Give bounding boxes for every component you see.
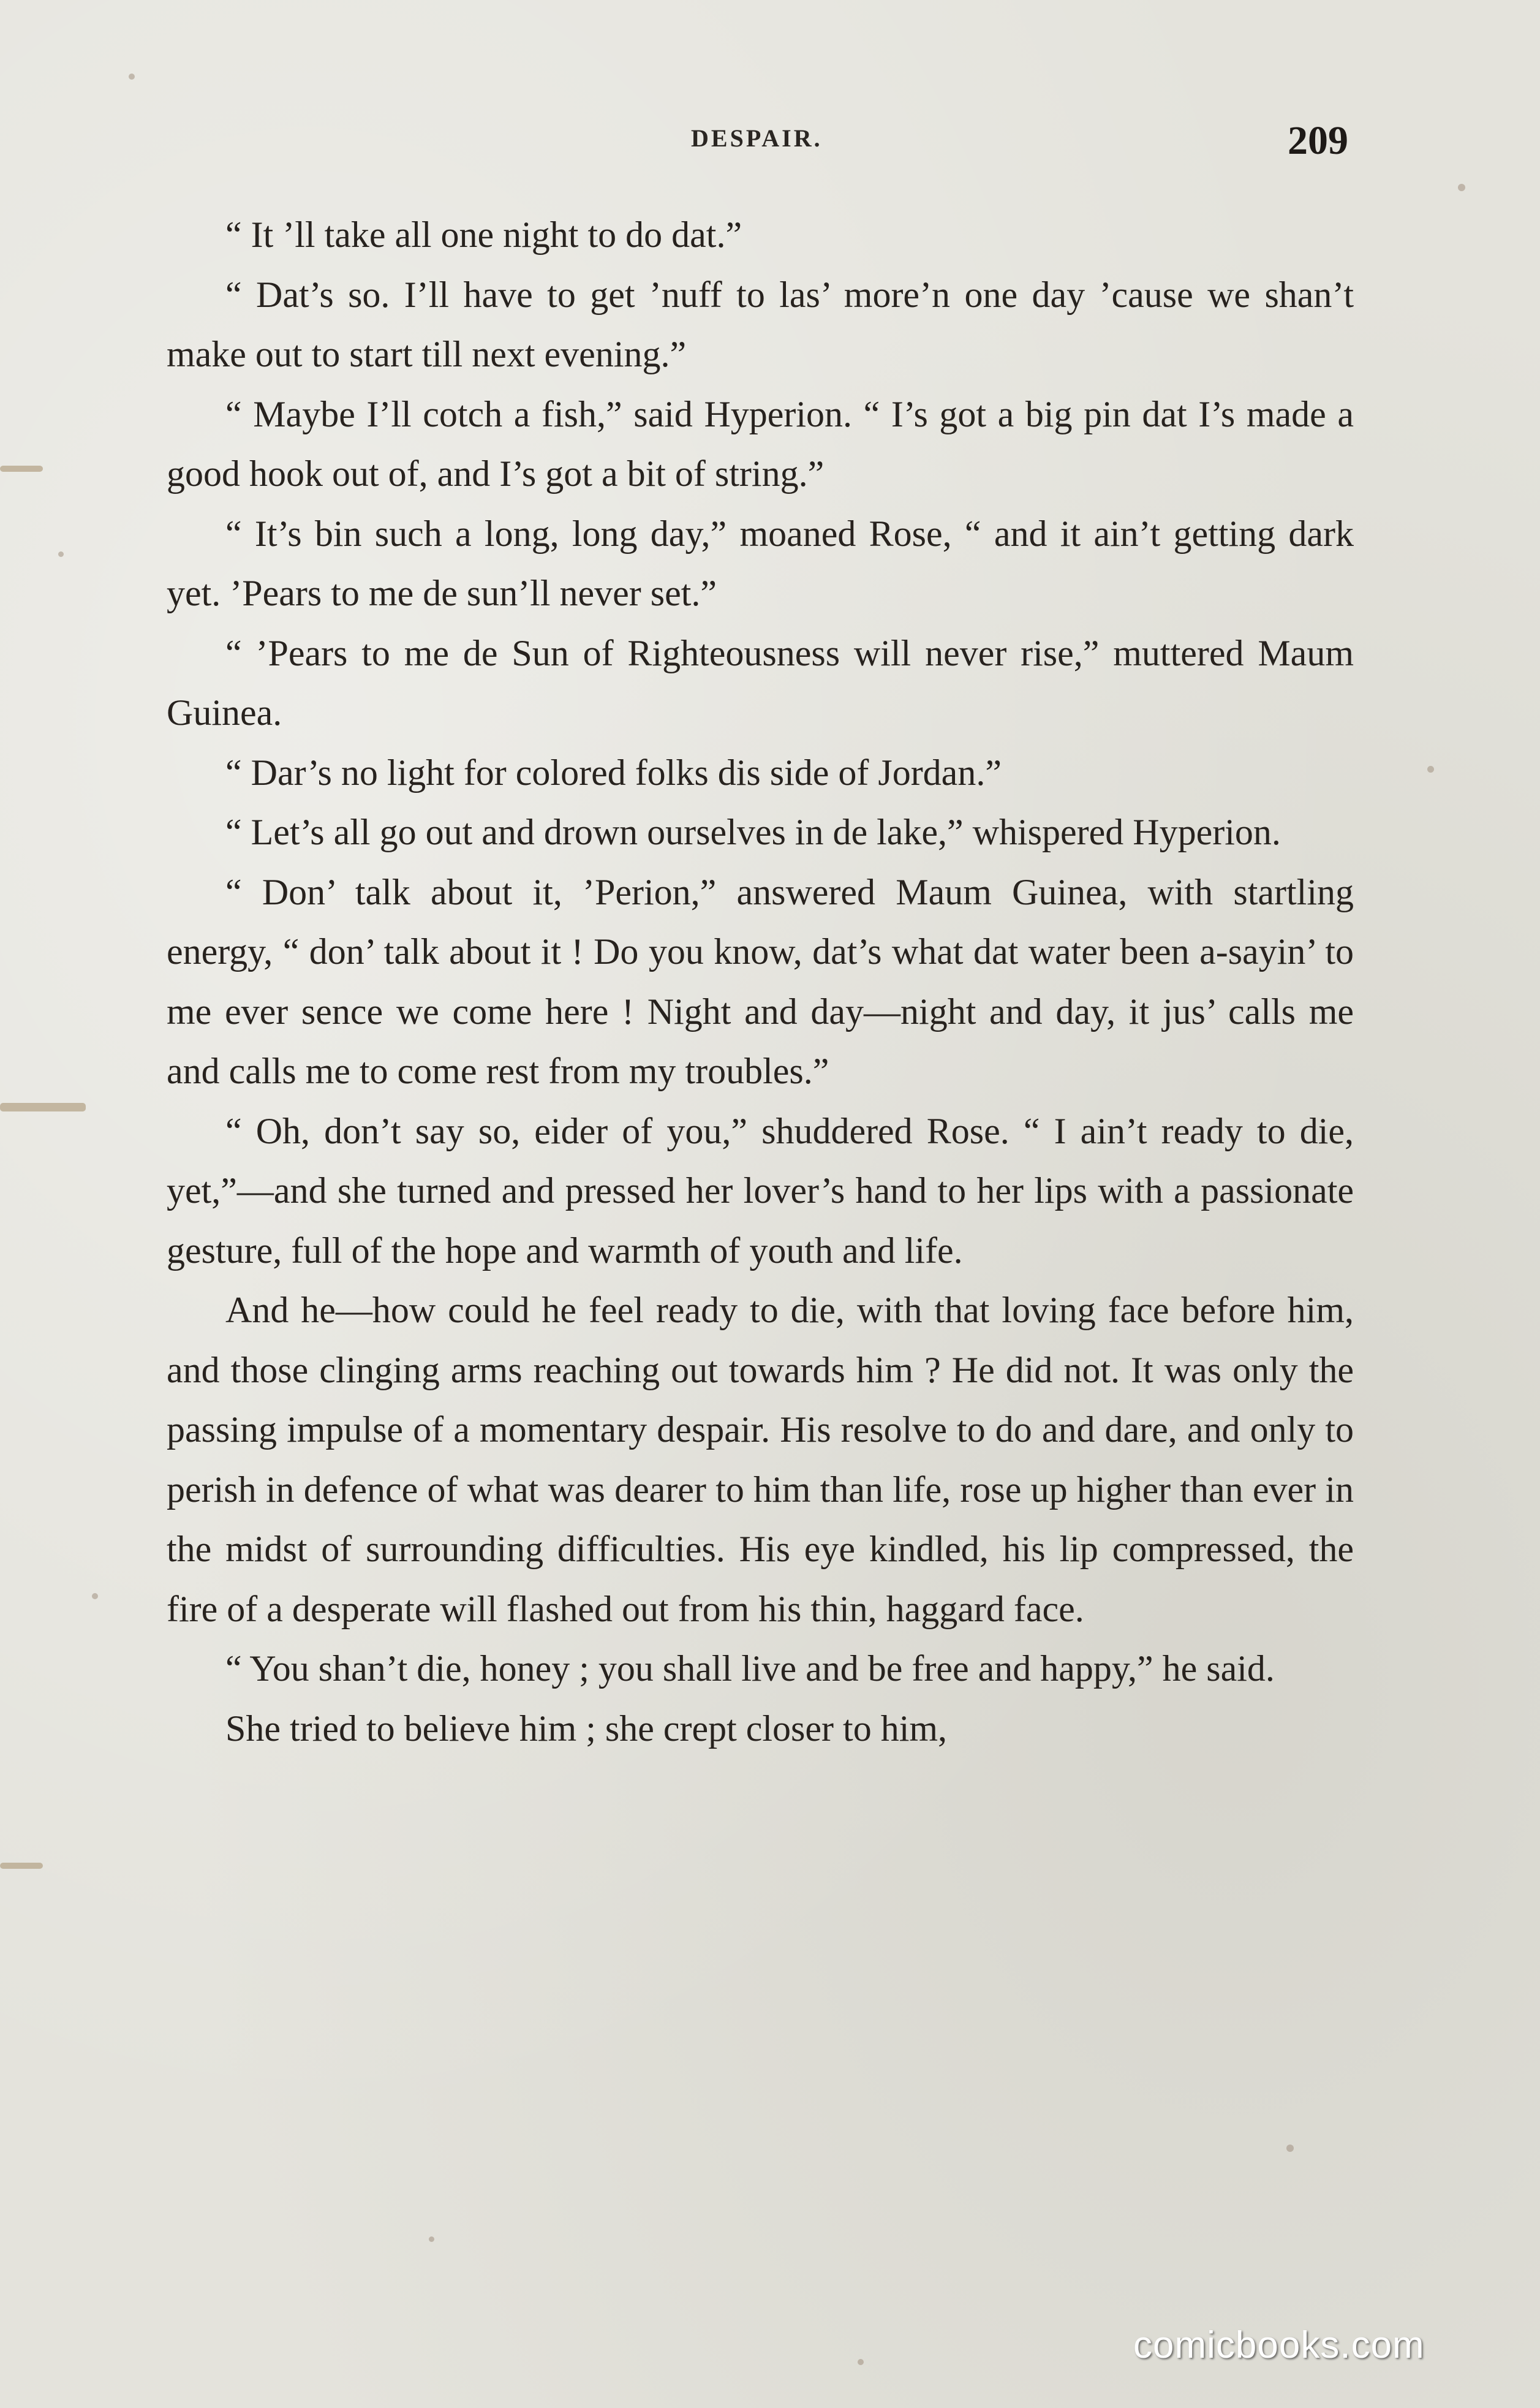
paragraph: “ ’Pears to me de Sun of Righteousness will never rise,” muttered Maum Guinea. [167,632,1354,733]
running-head: DESPAIR. [691,124,823,152]
page-header [0,118,1540,167]
paper-speck [1458,184,1465,191]
paper-speck [429,2236,434,2242]
paper-speck [1286,2145,1294,2152]
paper-speck [58,551,64,557]
binding-thread [0,1103,86,1111]
binding-thread [0,466,43,472]
paper-speck [92,1593,98,1599]
paragraph: And he—how could he feel ready to die, with that loving face before him, and those clinging arms reaching out towards him ? He did not. It was only the passing impulse of a momentary despair. His resolve to do and dare, and only to perish in defence of what was dearer to him than life, rose up higher than ever in the midst of surrounding difficulties. His eye kindled, his lip compressed, the fire of a desperate will flashed out from his thin, haggard face. [167,1290,1354,1629]
paper-speck [858,2359,864,2365]
paper-speck [1427,766,1434,773]
paragraph: “ Dar’s no light for colored folks dis side of Jordan.” [225,752,1002,793]
paragraph: “ You shan’t die, honey ; you shall live and be free and happy,” he said. [225,1648,1275,1689]
paragraph: “ Dat’s so. I’ll have to get ’nuff to las’ more’n one day ’cause we shan’t make out to start till next evening.” [167,274,1354,374]
paragraph: “ Let’s all go out and drown ourselves in de lake,” whispered Hyperion. [225,812,1281,852]
paragraph: She tried to believe him ; she crept closer to him, [225,1708,948,1749]
paragraph: “ It ’ll take all one night to do dat.” [225,214,742,255]
body-text [167,205,1354,1759]
binding-thread [0,1863,43,1869]
watermark: comicbooks.com [1133,2324,1425,2366]
paragraph: “ Oh, don’t say so, eider of you,” shuddered Rose. “ I ain’t ready to die, yet,”—and she turned and pressed her lover’s hand to her lips with a passionate gesture, full of the hope and warmth of youth and life. [167,1110,1354,1271]
paragraph: “ It’s bin such a long, long day,” moaned Rose, “ and it ain’t getting dark yet. ’Pears to me de sun’ll never set.” [167,513,1354,613]
paragraph: “ Don’ talk about it, ’Perion,” answered Maum Guinea, with startling energy, “ don’ talk about it ! Do you know, dat’s what dat water been a-sayin’ to me ever sence we come here ! Night and day—night and day, it jus’ calls me and calls me to come rest from my troubles.” [167,871,1354,1091]
paper-speck [129,74,135,80]
paragraph: “ Maybe I’ll cotch a fish,” said Hyperion. “ I’s got a big pin dat I’s made a good hook out of, and I’s got a bit of string.” [167,393,1354,494]
page-number: 209 [1288,118,1348,163]
